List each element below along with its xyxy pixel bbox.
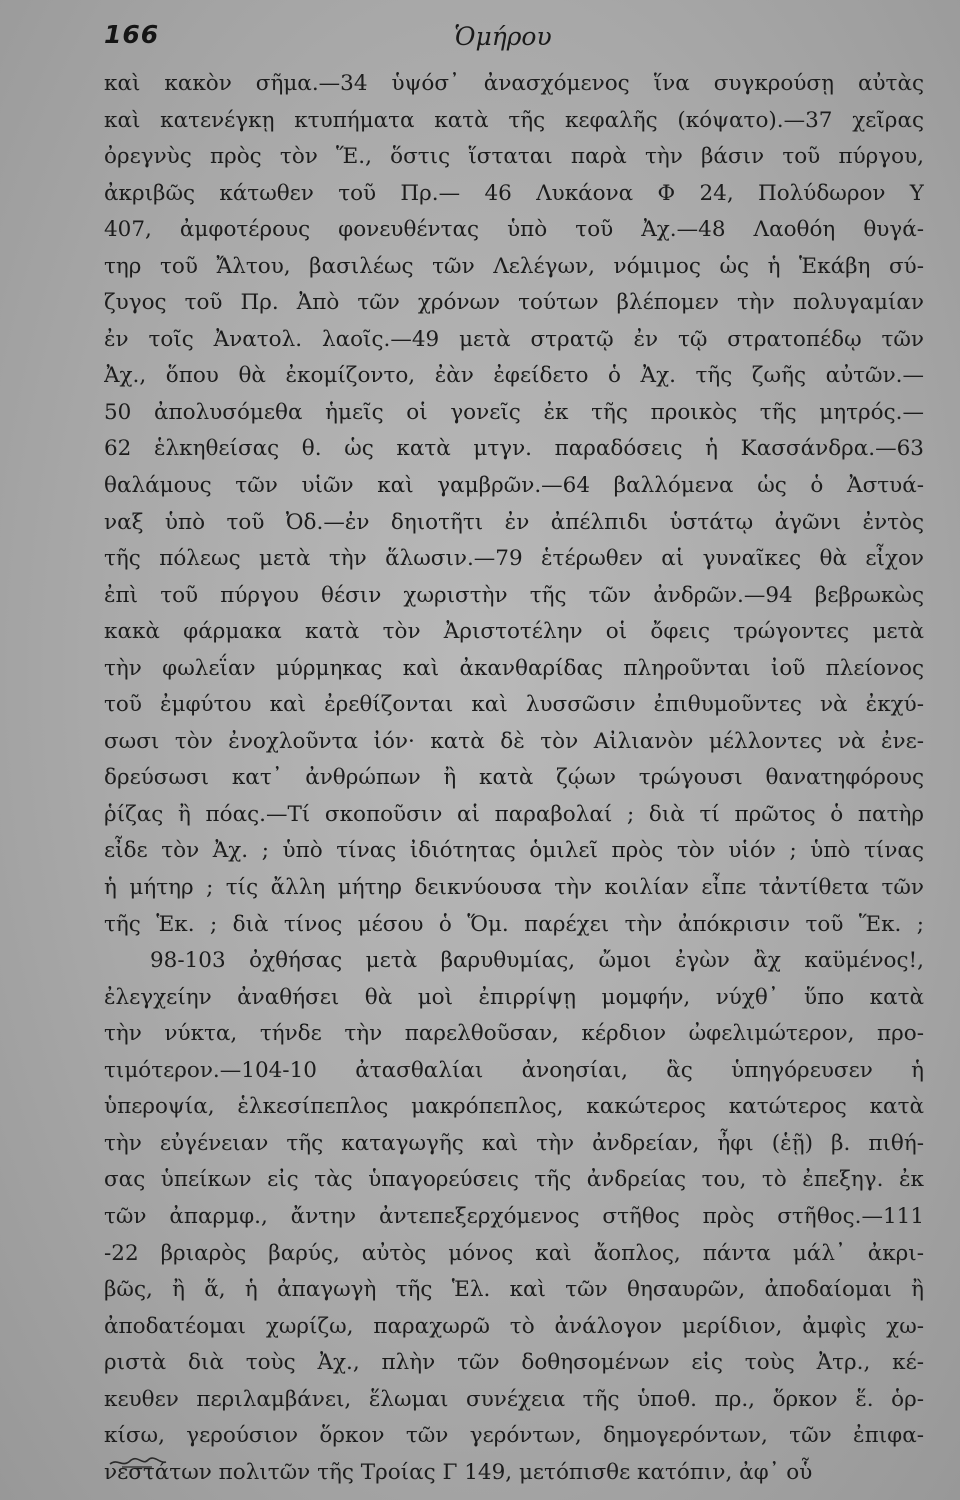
text-line: ἡ μήτηρ ; τίς ἄλλη μήτηρ δεικνύουσα τὴν κοιλίαν εἶπε τἀντίθετα τῶν [104,875,924,901]
text-line: ἀποδατέομαι χωρίζω, παραχωρῶ τὸ ἀνάλογον μερίδιον, ἀμφὶς χω- [104,1313,924,1339]
text-line: δρεύσωσι κατ᾽ ἀνθρώπων ἢ κατὰ ζῴων τρώγουσι θανατηφόρους [104,765,924,791]
text-line: 50 ἀπολυσόμεθα ἡμεῖς οἱ γονεῖς ἐκ τῆς προικὸς τῆς μητρός.— [104,399,924,425]
text-line: τιμότερον.—104-10 ἀτασθαλίαι ἀνοησίαι, ἃς ὑπηγόρευσεν ἡ [104,1057,924,1083]
commentary-text [104,66,924,1491]
text-line: βῶς, ἢ ἅ, ἡ ἀπαγωγὴ τῆς Ἑλ. καὶ τῶν θησαυρῶν, ἀποδαίομαι ἢ [104,1277,924,1303]
text-line: 407, ἀμφοτέρους φονευθέντας ὑπὸ τοῦ Ἀχ.—48 Λαοθόη θυγά- [104,217,924,243]
text-line: καὶ κατενέγκῃ κτυπήματα κατὰ τῆς κεφαλῆς (κόψατο).—37 χεῖρας [104,107,924,133]
text-line: ναξ ὑπὸ τοῦ Ὀδ.—ἐν δηιοτῆτι ἐν ἀπέλπιδι ὑστάτῳ ἀγῶνι ἐντὸς [104,509,924,535]
text-line: σας ὑπείκων εἰς τὰς ὑπαγορεύσεις τῆς ἀνδρείας του, τὸ ἐπεξηγ. ἐκ [104,1167,924,1193]
text-line: τῆς πόλεως μετὰ τὴν ἅλωσιν.—79 ἑτέρωθεν αἱ γυναῖκες θὰ εἶχον [104,546,924,572]
text-line: τοῦ ἐμφύτου καὶ ἐρεθίζονται καὶ λυσσῶσιν ἐπιθυμοῦντες νὰ ἐκχύ- [104,692,924,718]
text-line: 98-103 ὀχθήσας μετὰ βαρυθυμίας, ὤμοι ἐγὼν ἂχ καϋμένος!, [150,948,924,974]
text-line: Ἀχ., ὅπου θὰ ἐκομίζοντο, ἐὰν ἐφείδετο ὁ Ἀχ. τῆς ζωῆς αὐτῶν.— [104,363,924,389]
page-header [104,20,914,60]
text-line: κευθεν περιλαμβάνει, ἕλωμαι συνέχεια τῆς ὑποθ. πρ., ὅρκον ἕ. ὁρ- [104,1386,924,1412]
running-head: Ὁμήρου [454,22,552,51]
text-line: ἐλεγχείην ἀναθήσει θὰ μοὶ ἐπιρρίψῃ μομφήν, νύχθ᾽ ὕπο κατὰ [104,984,924,1010]
text-line: τὴν νύκτα, τήνδε τὴν παρελθοῦσαν, κέρδιον ὠφελιμώτερον, προ- [104,1021,924,1047]
text-line: ἐν τοῖς Ἀνατολ. λαοῖς.—49 μετὰ στρατῷ ἐν τῷ στρατοπέδῳ τῶν [104,326,924,352]
text-line: καὶ κακὸν σῆμα.—34 ὑψόσ᾽ ἀνασχόμενος ἵνα συγκρούσῃ αὐτὰς [104,71,924,96]
text-line: θαλάμους τῶν υἱῶν καὶ γαμβρῶν.—64 βαλλόμενα ὡς ὁ Ἀστυά- [104,473,924,499]
text-line: ἐπὶ τοῦ πύργου θέσιν χωριστὴν τῆς τῶν ἀνδρῶν.—94 βεβρωκὼς [104,582,924,608]
text-line: κίσω, γερούσιον ὅρκον τῶν γερόντων, δημογερόντων, τῶν ἐπιφα- [104,1423,924,1449]
text-line: ζυγος τοῦ Πρ. Ἀπὸ τῶν χρόνων τούτων βλέπομεν τὴν πολυγαμίαν [104,290,924,316]
text-line: ἀκριβῶς κάτωθεν τοῦ Πρ.— 46 Λυκάονα Φ 24, Πολύδωρον Υ [104,180,924,206]
page-number: 166 [104,20,160,49]
text-line: ριστὰ διὰ τοὺς Ἀχ., πλὴν τῶν δοθησομένων εἰς τοὺς Ἀτρ., κέ- [104,1350,924,1376]
text-line: -22 βριαρὸς βαρύς, αὐτὸς μόνος καὶ ἄοπλος, πάντα μάλ᾽ ἀκρι- [104,1240,924,1266]
pencil-mark [108,1452,168,1472]
text-line: ὑπεροψία, ἑλκεσίπεπλος μακρόπεπλος, κακώτερος κατώτερος κατὰ [104,1094,924,1120]
text-line: κακὰ φάρμακα κατὰ τὸν Ἀριστοτέλην οἱ ὄφεις τρώγοντες μετὰ [104,619,924,645]
text-line: εἶδε τὸν Ἀχ. ; ὑπὸ τίνας ἰδιότητας ὁμιλεῖ πρὸς τὸν υἱόν ; ὑπὸ τίνας [104,838,924,864]
text-line: νεστάτων πολιτῶν τῆς Τροίας Γ 149, μετόπισθε κατόπιν, ἀφ᾽ οὗ [104,1459,813,1485]
text-line: τὴν εὐγένειαν τῆς καταγωγῆς καὶ τὴν ἀνδρείαν, ἦφι (ἑῇ) β. πιθή- [104,1130,924,1156]
text-line: τηρ τοῦ Ἄλτου, βασιλέως τῶν Λελέγων, νόμιμος ὡς ἡ Ἑκάβη σύ- [104,253,924,279]
text-line: τὴν φωλεΐαν μύρμηκας καὶ ἀκανθαρίδας πληροῦνται ἰοῦ πλείονος [104,655,924,681]
text-line: τῆς Ἑκ. ; διὰ τίνος μέσου ὁ Ὅμ. παρέχει τὴν ἀπόκρισιν τοῦ Ἕκ. ; [104,911,924,937]
text-line: 62 ἑλκηθείσας θ. ὡς κατὰ μτγν. παραδόσεις ἡ Κασσάνδρα.—63 [104,436,924,462]
text-line: ῥίζας ἢ πόας.—Τί σκοποῦσιν αἱ παραβολαί ; διὰ τί πρῶτος ὁ πατὴρ [104,801,924,827]
text-line: τῶν ἀπαρμφ., ἄντην ἀντεπεξερχόμενος στῆθος πρὸς στῆθος.—111 [104,1203,924,1229]
text-line: σωσι τὸν ἐνοχλοῦντα ἰόν· κατὰ δὲ τὸν Αἰλιανὸν μέλλοντες νὰ ἐνε- [104,728,924,754]
text-line: ὀρεγνὺς πρὸς τὸν Ἕ., ὅστις ἵσταται παρὰ τὴν βάσιν τοῦ πύργου, [104,144,924,170]
